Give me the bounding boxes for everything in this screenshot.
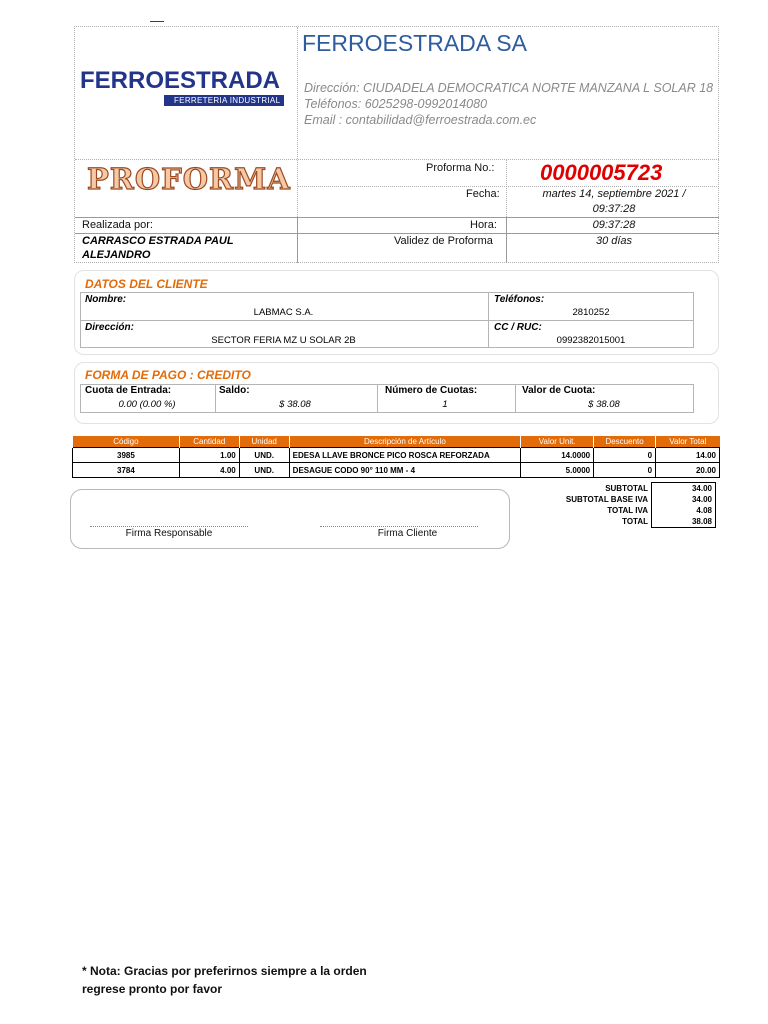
- item-code: 3784: [73, 463, 180, 478]
- items-table: [72, 436, 720, 478]
- installments-label: Número de Cuotas:: [385, 385, 478, 396]
- grand-total-value: 38.08: [652, 516, 716, 528]
- made-by-label: Realizada por:: [82, 219, 153, 231]
- item-qty: 4.00: [179, 463, 239, 478]
- col-total-header: Valor Total: [656, 436, 720, 448]
- document-title: PROFORMA: [87, 162, 291, 196]
- footer-note-line: regrese pronto por favor: [82, 982, 223, 996]
- validity-label: Validez de Proforma: [394, 235, 493, 247]
- item-code: 3985: [73, 448, 180, 463]
- client-divider: [81, 320, 693, 321]
- time-value: 09:37:28: [592, 219, 636, 231]
- client-address-label: Dirección:: [85, 322, 134, 333]
- item-discount: 0: [594, 463, 656, 478]
- totals-table: [520, 482, 716, 528]
- down-payment-value: 0.00 (0.00 %): [118, 399, 176, 410]
- time-label: Hora:: [470, 219, 497, 231]
- subtotal-base-iva-value: 34.00: [652, 494, 716, 505]
- item-unit-price: 5.0000: [521, 463, 594, 478]
- company-name: FERROESTRADA SA: [302, 30, 527, 56]
- subtotal-base-iva-label: SUBTOTAL BASE IVA: [565, 495, 648, 504]
- signature-responsible-label: Firma Responsable: [125, 528, 213, 539]
- item-qty: 1.00: [179, 448, 239, 463]
- payment-section-title: FORMA DE PAGO : CREDITO: [85, 368, 251, 382]
- col-desc-header: Descripción de Artículo: [289, 436, 521, 448]
- client-section-title: DATOS DEL CLIENTE: [85, 277, 208, 291]
- totals-row: [520, 516, 716, 528]
- company-logo: [80, 68, 286, 110]
- table-row: [73, 448, 720, 463]
- subtotal-label: SUBTOTAL: [605, 483, 648, 493]
- client-phones-label: Teléfonos:: [494, 294, 545, 305]
- item-description: DESAGUE CODO 90° 110 MM - 4: [289, 463, 521, 478]
- company-phones: Teléfonos: 6025298-0992014080: [304, 97, 488, 111]
- items-header-row: [73, 436, 720, 448]
- client-name-label: Nombre:: [85, 294, 127, 305]
- header-divider: [297, 217, 298, 263]
- item-unit-price: 14.0000: [521, 448, 594, 463]
- made-by-name: CARRASCO ESTRADA PAUL: [82, 235, 234, 247]
- item-total: 20.00: [656, 463, 720, 478]
- item-description: EDESA LLAVE BRONCE PICO ROSCA REFORZADA: [289, 448, 521, 463]
- date-time-value: 09:37:28: [592, 203, 636, 215]
- installment-value: $ 38.08: [588, 399, 620, 410]
- installment-value-label: Valor de Cuota:: [522, 385, 596, 396]
- header-divider: [297, 186, 719, 187]
- client-name: LABMAC S.A.: [253, 307, 314, 318]
- total-iva-label: TOTAL IVA: [607, 506, 648, 515]
- subtotal-value: 34.00: [652, 483, 716, 495]
- signature-line-responsible: [90, 526, 248, 527]
- proforma-number-label: Proforma No.:: [426, 162, 495, 174]
- installments-value: 1: [442, 399, 448, 410]
- item-unit: UND.: [239, 463, 289, 478]
- footer-note-line: * Nota: Gracias por preferirnos siempre a la orden: [82, 964, 367, 978]
- validity-value: 30 días: [595, 235, 633, 247]
- col-price-header: Valor Unit.: [521, 436, 594, 448]
- client-id-label: CC / RUC:: [494, 322, 542, 333]
- made-by-name-cont: ALEJANDRO: [82, 249, 151, 261]
- proforma-number: 0000005723: [540, 160, 663, 185]
- col-code-header: Código: [73, 436, 180, 448]
- header-divider: [75, 233, 719, 234]
- down-payment-label: Cuota de Entrada:: [85, 385, 172, 396]
- company-email: Email : contabilidad@ferroestrada.com.ec: [304, 113, 537, 127]
- footer-note: [82, 962, 367, 998]
- client-id: 0992382015001: [556, 335, 626, 346]
- signature-line-client: [320, 526, 478, 527]
- totals-row: [520, 505, 716, 516]
- col-qty-header: Cantidad: [179, 436, 239, 448]
- header-divider: [506, 217, 507, 263]
- date-label: Fecha:: [466, 188, 500, 200]
- table-row: [73, 463, 720, 478]
- grand-total-label: TOTAL: [622, 517, 648, 527]
- date-value: martes 14, septiembre 2021 /: [542, 188, 686, 200]
- client-address: SECTOR FERIA MZ U SOLAR 2B: [211, 335, 356, 346]
- signature-client-label: Firma Cliente: [377, 528, 438, 539]
- company-address: Dirección: CIUDADELA DEMOCRATICA NORTE MANZANA L SOLAR 18: [304, 81, 714, 95]
- logo-subtitle: FERRETERIA INDUSTRIAL: [174, 96, 281, 105]
- total-iva-value: 4.08: [652, 505, 716, 516]
- signature-box: [70, 489, 510, 549]
- item-total: 14.00: [656, 448, 720, 463]
- col-discount-header: Descuento: [594, 436, 656, 448]
- totals-row: [520, 494, 716, 505]
- balance-label: Saldo:: [219, 385, 250, 396]
- item-discount: 0: [594, 448, 656, 463]
- balance-value: $ 38.08: [279, 399, 311, 410]
- client-phone: 2810252: [572, 307, 610, 318]
- item-unit: UND.: [239, 448, 289, 463]
- logo-wordmark: FERROESTRADA: [80, 67, 281, 94]
- top-mark: [150, 21, 164, 22]
- header-divider: [75, 217, 719, 218]
- col-unit-header: Unidad: [239, 436, 289, 448]
- totals-row: [520, 483, 716, 495]
